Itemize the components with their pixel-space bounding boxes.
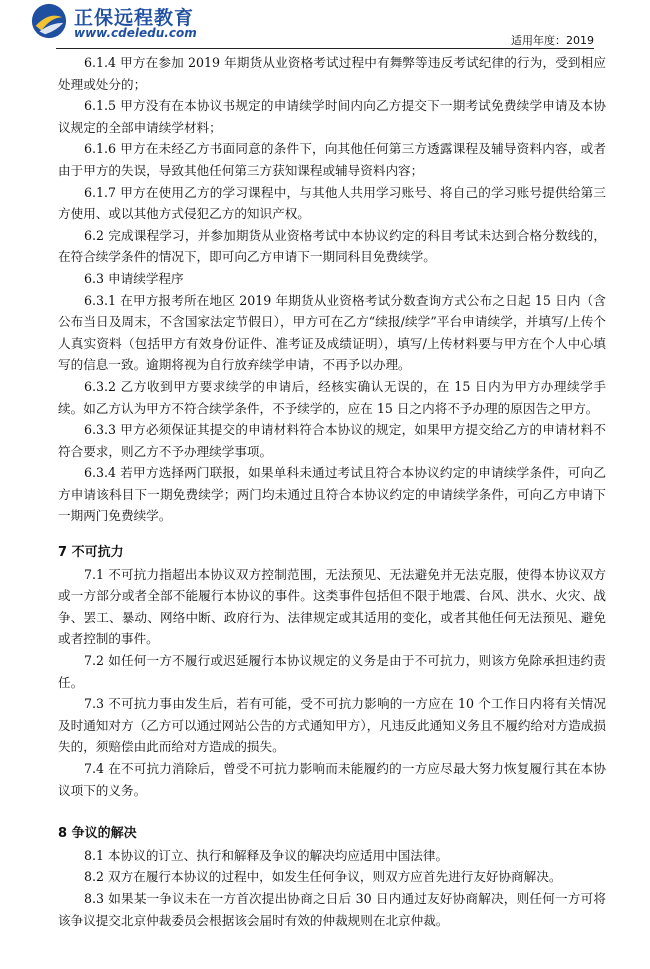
section-7-heading: 7 不可抗力 [58,545,124,561]
clause-6-3-2: 6.3.2 乙方收到甲方要求续学的申请后，经核实确认无误的，在 15 日内为甲方办理续学手续。如乙方认为甲方不符合续学条件，不予续学的，应在 15 日之内将不予办理的原因告之甲方。 [58,378,606,416]
clause-6-1-7: 6.1.7 甲方在使用乙方的学习课程中，与其他人共用学习账号、将自己的学习账号提供给第三方使用、或以其他方式侵犯乙方的知识产权。 [58,184,606,222]
clause-6-3-3: 6.3.3 甲方必须保证其提交的申请材料符合本协议的规定，如果甲方提交给乙方的申请材料不符合要求，则乙方不予办理续学事项。 [58,422,606,459]
clause-6-3: 6.3 申请续学程序 [84,270,184,286]
document-body [58,52,606,931]
logo-icon [30,2,68,40]
year-label: 适用年度：2019 [511,34,594,47]
clause-8-1: 8.1 本协议的订立、执行和解释及争议的解决均应适用中国法律。 [84,847,449,863]
clause-7-1: 7.1 不可抗力指超出本协议双方控制范围，无法预见、无法避免并无法克服，使得本协议双方或一方部分或者全部不能履行本协议的事件。这类事件包括但不限于地震、台风、洪水、火灾、战争、罢工、暴动、网络中断、政府行为、法律规定或其适用的变化，或者其他任何无法预见、避免或者控制的事件。 [58,566,606,647]
brand-url: www.cdeledu.com [74,26,197,40]
clause-7-2: 7.2 如任何一方不履行或迟延履行本协议规定的义务是由于不可抗力，则该方免除承担违约责任。 [58,653,606,690]
clause-6-2: 6.2 完成课程学习，并参加期货从业资格考试中本协议约定的科目考试未达到合格分数线的，在符合续学条件的情况下，即可向乙方申请下一期同科目免费续学。 [58,227,606,265]
clause-6-3-4: 6.3.4 若甲方选择两门联报，如果单科未通过考试且符合本协议约定的申请续学条件，可向乙方申请该科目下一期免费续学；两门均未通过且符合本协议约定的申请续学条件，可向乙方申请下一期两门免费续学。 [58,465,606,524]
clause-8-3: 8.3 如果某一争议未在一方首次提出协商之日后 30 日内通过友好协商解决，则任何一方可将该争议提交北京仲裁委员会根据该会届时有效的仲裁规则在北京仲裁。 [58,890,606,928]
header-divider [56,48,594,49]
page-header [0,0,650,50]
clause-6-1-5: 6.1.5 甲方没有在本协议书规定的申请续学时间内向乙方提交下一期考试免费续学申请及本协议规定的全部申请续学材料； [58,98,606,135]
clause-8-2: 8.2 双方在履行本协议的过程中，如发生任何争议，则双方应首先进行友好协商解决。 [84,869,562,885]
clause-7-3: 7.3 不可抗力事由发生后，若有可能，受不可抗力影响的一方应在 10 个工作日内将有关情况及时通知对方（乙方可以通过网站公告的方式通知甲方），凡违反此通知义务且不履约给对方造成损失的，须赔偿由此而给对方造成的损失。 [58,696,606,755]
clause-6-1-4: 6.1.4 甲方在参加 2019 年期货从业资格考试过程中有舞弊等违反考试纪律的行为，受到相应处理或处分的； [58,55,606,92]
brand-name: 正保远程教育 [74,7,195,29]
clause-6-1-6: 6.1.6 甲方在未经乙方书面同意的条件下，向其他任何第三方透露课程及辅导资料内容，或者由于甲方的失误，导致其他任何第三方获知课程或辅导资料内容； [58,141,606,178]
section-8-heading: 8 争议的解决 [58,826,137,842]
clause-6-3-1: 6.3.1 在甲方报考所在地区 2019 年期货从业资格考试分数查询方式公布之日起 15 日内（含公布当日及周末，不含国家法定节假日），甲方可在乙方“续报/续学”平台申请续学，并填写/上传个人真实资料（包括甲方有效身份证件、准考证及成绩证明），填写/上传材料要与甲方在个人中心填写的信息一致。逾期将视为自行放弃续学申请，不再予以办理。 [58,292,606,373]
clause-7-4: 7.4 在不可抗力消除后，曾受不可抗力影响而未能履约的一方应尽最大努力恢复履行其在本协议项下的义务。 [58,761,606,798]
